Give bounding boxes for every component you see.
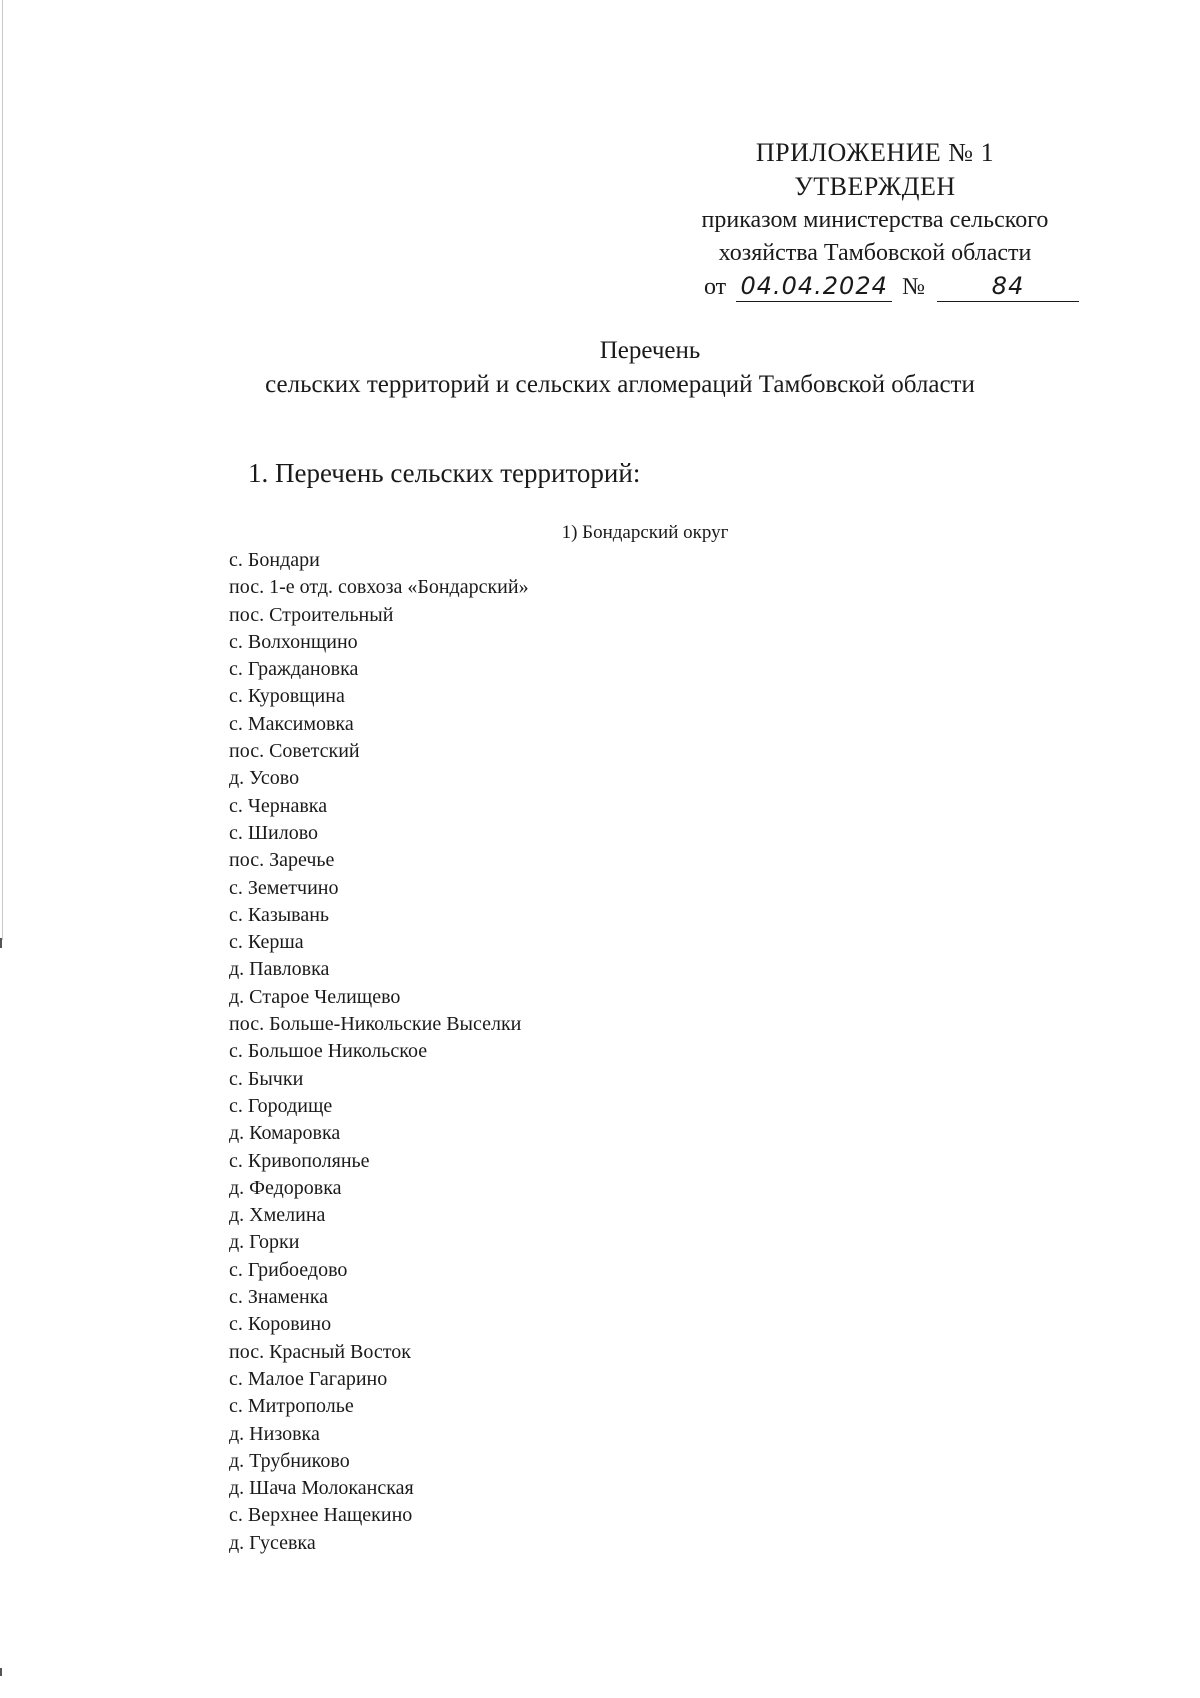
order-date-number-line <box>704 270 1079 304</box>
document-title <box>0 334 1200 402</box>
list-item: с. Граждановка <box>229 658 359 681</box>
list-item: пос. Строительный <box>229 603 394 626</box>
scan-mark <box>0 1668 2 1676</box>
order-number: 84 <box>937 271 1079 302</box>
list-item: д. Трубниково <box>229 1449 350 1472</box>
approved-label: УТВЕРЖДЕН <box>794 172 956 201</box>
list-item: д. Горки <box>229 1231 300 1254</box>
list-item: пос. 1-е отд. совхоза «Бондарский» <box>229 576 529 599</box>
list-item: с. Бычки <box>229 1067 304 1090</box>
list-item: пос. Советский <box>229 740 360 763</box>
list-item: с. Большое Никольское <box>229 1040 428 1063</box>
list-item: пос. Красный Восток <box>229 1340 411 1363</box>
list-item: пос. Больше-Никольские Выселки <box>229 1013 522 1036</box>
list-item: с. Знаменка <box>229 1286 329 1309</box>
list-item: д. Хмелина <box>229 1204 326 1227</box>
page-edge-line <box>2 0 3 940</box>
list-item: пос. Заречье <box>229 849 335 872</box>
list-item: с. Городище <box>229 1094 333 1117</box>
list-item: с. Волхонщино <box>229 630 358 653</box>
list-item: д. Павловка <box>229 958 330 981</box>
list-item: с. Чернавка <box>229 794 328 817</box>
number-label: № <box>902 274 926 300</box>
list-item: д. Комаровка <box>229 1122 341 1145</box>
list-item: д. Старое Челищево <box>229 985 401 1008</box>
district-heading: 1) Бондарский округ <box>561 522 729 543</box>
order-issuer-line-2: хозяйства Тамбовской области <box>718 240 1032 266</box>
list-item: с. Куровщина <box>229 685 345 708</box>
list-item: д. Усово <box>229 767 300 790</box>
title-line-1: Перечень <box>599 337 701 364</box>
list-item: с. Кривополянье <box>229 1149 370 1172</box>
list-item: с. Казывань <box>229 903 330 926</box>
list-item: с. Малое Гагарино <box>229 1367 388 1390</box>
list-item: с. Митрополье <box>229 1395 354 1418</box>
from-label: от <box>704 274 727 300</box>
scan-mark <box>0 938 2 948</box>
section-heading: 1. Перечень сельских территорий: <box>248 458 641 488</box>
list-item: с. Бондари <box>229 549 320 571</box>
list-item: с. Грибоедово <box>229 1258 348 1281</box>
order-date: 04.04.2024 <box>736 271 892 302</box>
list-item: д. Низовка <box>229 1422 320 1445</box>
list-item: д. Федоровка <box>229 1176 342 1199</box>
settlement-list <box>229 547 529 1557</box>
list-item: с. Верхнее Нащекино <box>229 1504 413 1527</box>
list-item: с. Максимовка <box>229 712 354 735</box>
order-issuer-line-1: приказом министерства сельского <box>701 207 1049 233</box>
list-item: с. Керша <box>229 931 304 954</box>
list-item: с. Коровино <box>229 1313 332 1336</box>
appendix-label: ПРИЛОЖЕНИЕ № 1 <box>755 138 995 167</box>
list-item: с. Шилово <box>229 821 319 844</box>
list-item: д. Гусевка <box>229 1531 316 1554</box>
approval-header <box>650 136 1100 270</box>
list-item: с. Земетчино <box>229 876 339 899</box>
list-item: д. Шача Молоканская <box>229 1477 414 1500</box>
title-line-2: сельских территорий и сельских агломераций Тамбовской области <box>265 371 975 398</box>
